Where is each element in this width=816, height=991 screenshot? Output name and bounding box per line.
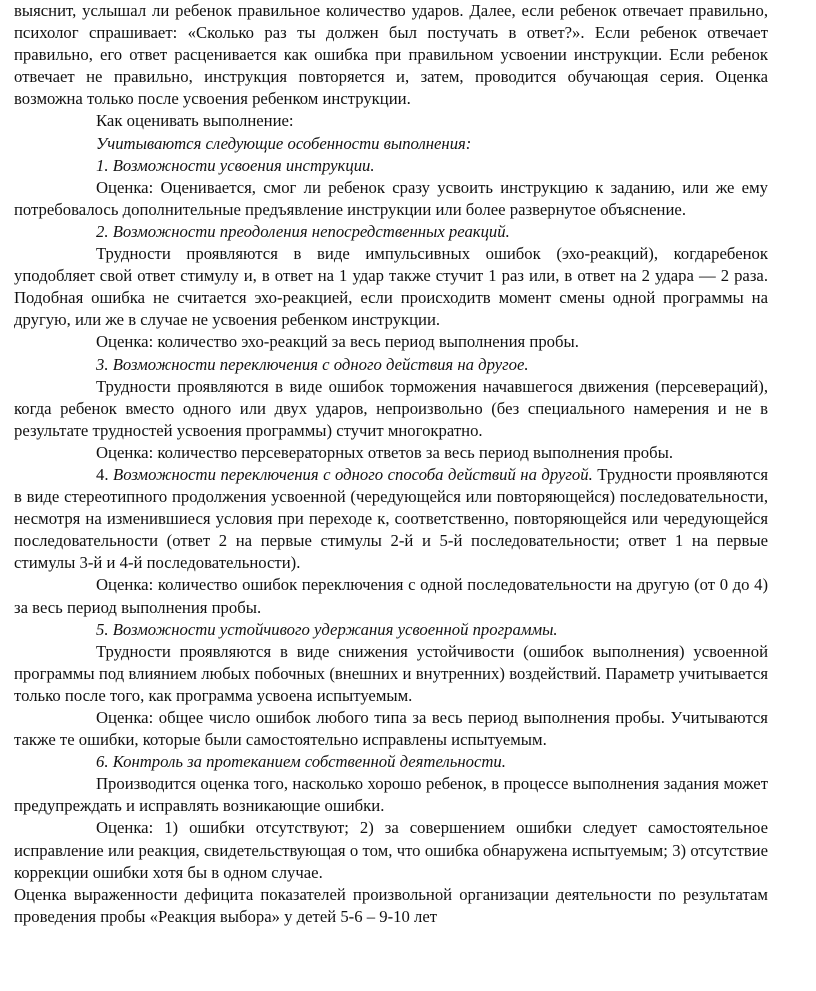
section-3-title: 3. Возможности переключения с одного действия на другое. <box>96 354 529 374</box>
section-6-text: Производится оценка того, насколько хорошо ребенок, в процессе выполнения задания может предупреждать и исправлять возникающие ошибки. <box>14 774 768 816</box>
section-4-score: Оценка: количество ошибок переключения с одной последовательности на другую (от 0 до 4) за весь период выполнения пробы. <box>14 575 768 617</box>
features-heading: Учитываются следующие особенности выполнения: <box>96 133 472 153</box>
section-2-text: Трудности проявляются в виде импульсивных ошибок (эхо-реакций), когдаребенок уподобляет свой ответ стимулу и, в ответ на 1 удар также стучит 1 раз или, в ответ на 2 удара — 2 раза. Подобная ошибка не считается эхо-реакцией, если происходитв момент смены одной программы на другую, или же в случае не усвоения ребенком инструкции. <box>14 244 768 330</box>
section-1-score: Оценка: Оценивается, смог ли ребенок сразу усвоить инструкцию к заданию, или же ему потребовалось дополнительные предъявление инструкции или более развернутое объяснение. <box>14 177 768 219</box>
section-5-score: Оценка: общее число ошибок любого типа за весь период выполнения пробы. Учитываются также те ошибки, которые были самостоятельно исправлены испытуемым. <box>14 708 768 750</box>
section-5-title: 5. Возможности устойчивого удержания усвоенной программы. <box>96 619 558 639</box>
how-to-evaluate-heading: Как оценивать выполнение: <box>96 111 294 131</box>
section-4-paragraph <box>14 464 768 574</box>
section-2-score: Оценка: количество эхо-реакций за весь период выполнения пробы. <box>96 332 579 352</box>
section-3-text: Трудности проявляются в виде ошибок торможения начавшегося движения (персевераций), когда ребенок вместо одного или двух ударов, непроизвольно (без специального намерения и не в результате трудностей усвоения программы) стучит многократно. <box>14 376 768 440</box>
section-1-title: 1. Возможности усвоения инструкции. <box>96 155 375 175</box>
section-6-title: 6. Контроль за протеканием собственной деятельности. <box>96 752 506 772</box>
section-5-text: Трудности проявляются в виде снижения устойчивости (ошибок выполнения) усвоенной программы под влиянием любых побочных (внешних и внутренних) воздействий. Параметр учитывается только после того, как программа усвоена испытуемым. <box>14 641 768 705</box>
section-6-score: Оценка: 1) ошибки отсутствуют; 2) за совершением ошибки следует самостоятельное исправление или реакция, свидетельствующая о том, что ошибка обнаружена испытуемым; 3) отсутствие коррекции ошибки хотя бы в одном случае. <box>14 818 768 882</box>
section-2-title: 2. Возможности преодоления непосредственных реакций. <box>96 221 510 241</box>
section-4-number: 4. <box>96 464 114 484</box>
section-4-title: Возможности переключения с одного способа действий на другой. <box>113 464 593 484</box>
intro-paragraph: выяснит, услышал ли ребенок правильное количество ударов. Далее, если ребенок отвечает правильно, психолог спрашивает: «Сколько раз ты должен был постучать в ответ?». Если ребенок отвечает правильно, его ответ расценивается как ошибка при правильном усвоении инструкции. Если ребенок отвечает не правильно, инструкция повторяется и, затем, проводится обучающая серия. Оценка возможна только после усвоения ребенком инструкции. <box>14 1 768 109</box>
section-3-score: Оценка: количество персевераторных ответов за весь период выполнения пробы. <box>96 442 674 462</box>
final-paragraph: Оценка выраженности дефицита показателей произвольной организации деятельности по результатам проведения пробы «Реакция выбора» у детей 5-6 – 9-10 лет <box>14 884 768 926</box>
section-4-text: Трудности проявляются в виде стереотипного продолжения усвоенной (чередующейся или повторяющейся) последовательности, несмотря на изменившиеся условия при переходе к, соответственно, повторяющейся или чередующейся последовательности (ответ 2 на первые стимулы 2-й и 5-й последовательности; ответ 1 на первые стимулы 3-й и 4-й последовательности). <box>14 464 768 573</box>
